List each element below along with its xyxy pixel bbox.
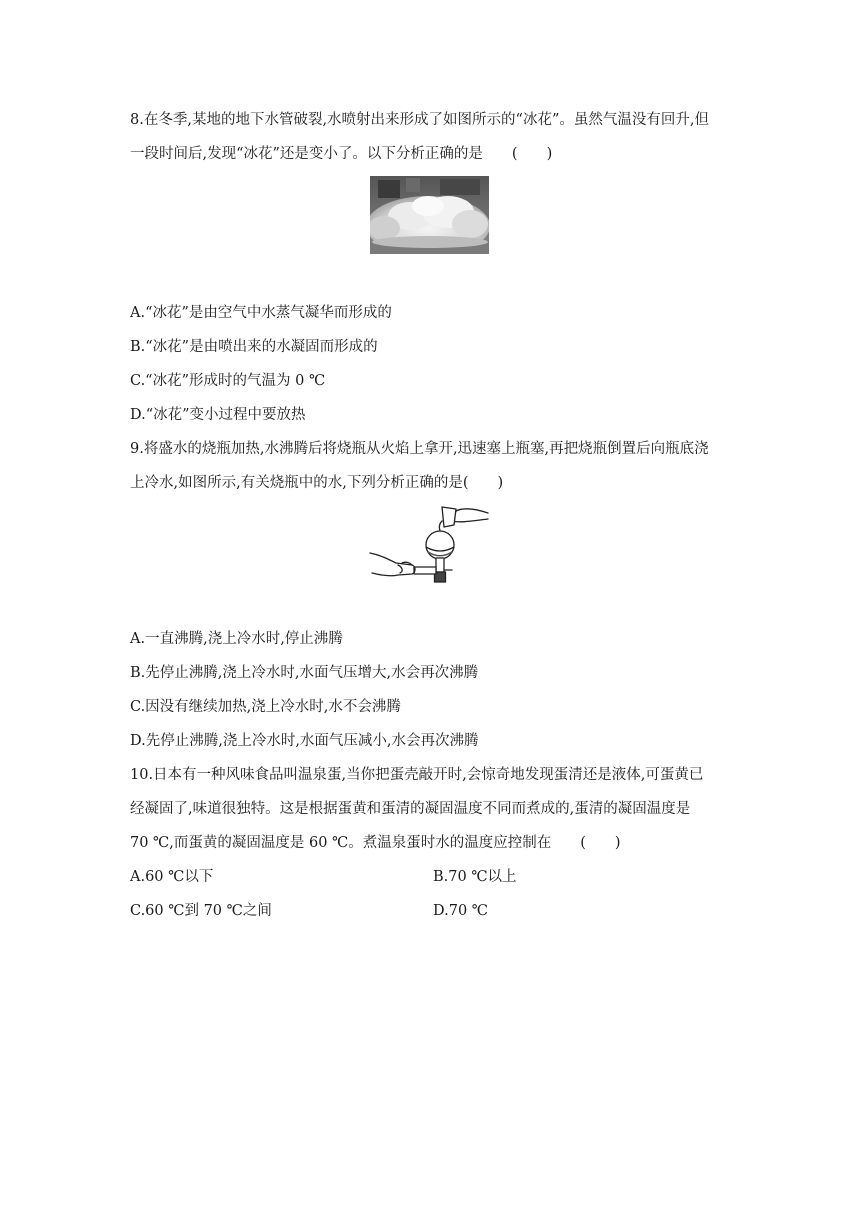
q10-stem-line2: 经凝固了,味道很独特。这是根据蛋黄和蛋清的凝固温度不同而煮成的,蛋清的凝固温度是 (130, 801, 691, 817)
q8-stem-line1: 8.在冬季,某地的地下水管破裂,水喷射出来形成了如图所示的“冰花”。虽然气温没有回升,但 (130, 112, 709, 128)
q9-stem-line1: 9.将盛水的烧瓶加热,水沸腾后将烧瓶从火焰上拿开,迅速塞上瓶塞,再把烧瓶倒置后向瓶底浇 (130, 441, 709, 457)
q9-option-a: A.一直沸腾,浇上冷水时,停止沸腾 (130, 631, 343, 647)
q8-option-b: B.“冰花”是由喷出来的水凝固而形成的 (130, 339, 378, 355)
q10-option-d: D.70 ℃ (433, 903, 488, 919)
q9-option-c: C.因没有继续加热,浇上冷水时,水不会沸腾 (130, 699, 401, 715)
q9-option-d: D.先停止沸腾,浇上冷水时,水面气压减小,水会再次沸腾 (130, 733, 479, 749)
q8-option-a: A.“冰花”是由空气中水蒸气凝华而形成的 (130, 305, 392, 321)
q10-option-a: A.60 ℃以下 (130, 869, 214, 885)
flask-experiment-figure (368, 503, 492, 587)
q10-stem-line1: 10.日本有一种风味食品叫温泉蛋,当你把蛋壳敲开时,会惊奇地发现蛋清还是液体,可蛋黄已 (130, 767, 704, 783)
q8-option-c: C.“冰花”形成时的气温为 0 ℃ (130, 373, 326, 389)
q10-stem-line3: 70 ℃,而蛋黄的凝固温度是 60 ℃。煮温泉蛋时水的温度应控制在 ( ) (130, 835, 621, 851)
q10-option-b: B.70 ℃以上 (433, 869, 517, 885)
q8-option-d: D.“冰花”变小过程中要放热 (130, 407, 306, 423)
q9-stem-line2: 上冷水,如图所示,有关烧瓶中的水,下列分析正确的是( ) (130, 475, 504, 491)
q8-stem-line2: 一段时间后,发现“冰花”还是变小了。以下分析正确的是 ( ) (130, 146, 553, 162)
ice-flower-photo (370, 176, 489, 254)
q10-option-c: C.60 ℃到 70 ℃之间 (130, 903, 272, 919)
q9-option-b: B.先停止沸腾,浇上冷水时,水面气压增大,水会再次沸腾 (130, 665, 479, 681)
